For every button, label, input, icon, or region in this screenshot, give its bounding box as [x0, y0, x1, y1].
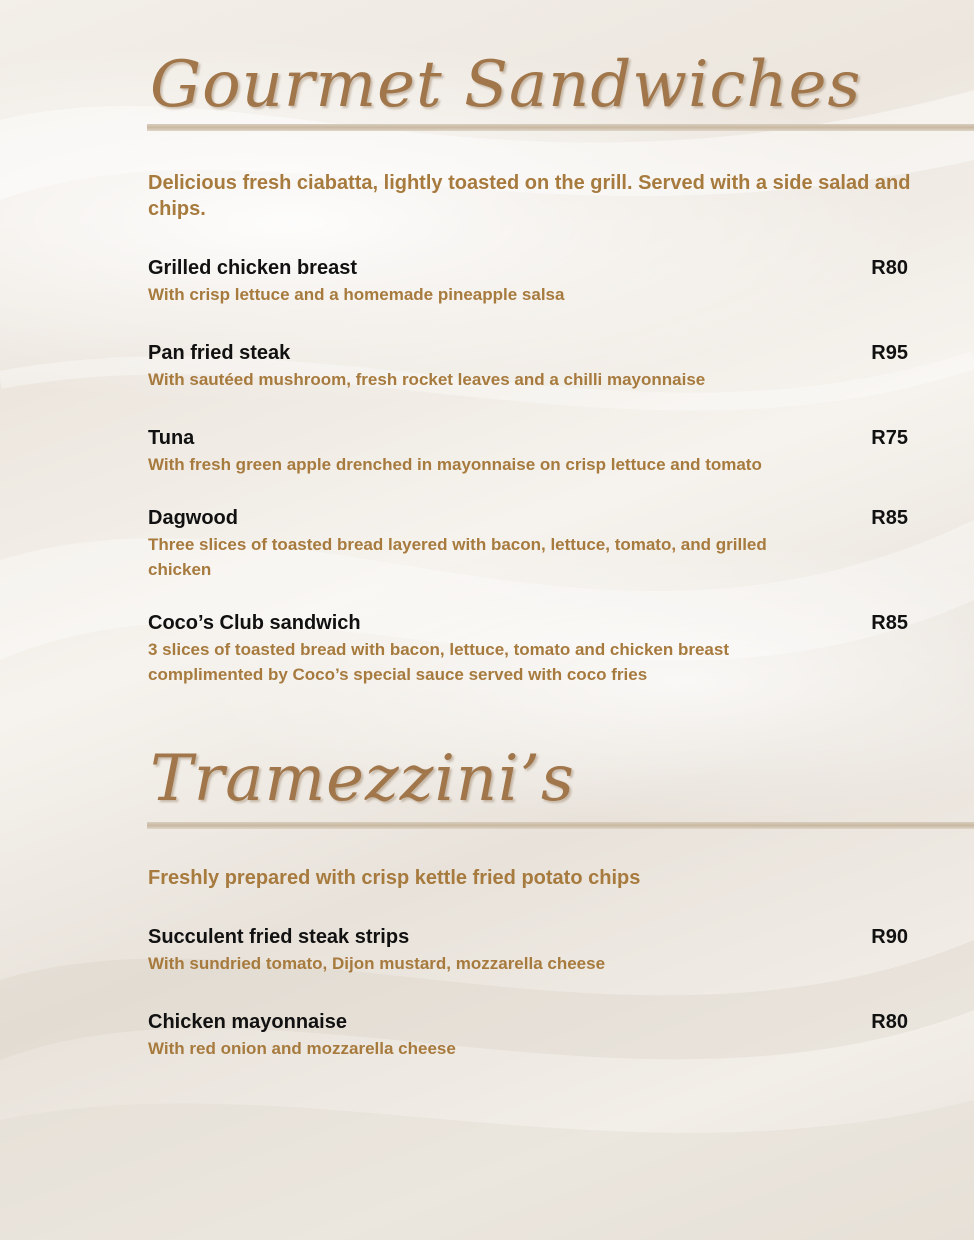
item-name: Pan fried steak: [148, 342, 291, 364]
item-name: Coco’s Club sandwich: [148, 612, 361, 634]
item-description: With fresh green apple drenched in mayonnaise on crisp lettuce and tomato: [148, 455, 762, 474]
item-description: Three slices of toasted bread layered with bacon, lettuce, tomato, and grilled chicken: [148, 535, 767, 579]
item-name: Dagwood: [148, 507, 238, 529]
item-description: 3 slices of toasted bread with bacon, lettuce, tomato and chicken breast complimented by Coco’s special sauce served with coco fries: [148, 640, 729, 684]
menu-item: [148, 1010, 912, 1061]
item-price: R90: [871, 926, 908, 948]
item-name: Chicken mayonnaise: [148, 1011, 347, 1033]
section-divider: [147, 822, 974, 829]
item-name: Grilled chicken breast: [148, 257, 357, 279]
item-description: With red onion and mozzarella cheese: [148, 1039, 456, 1058]
menu-item: [148, 611, 912, 687]
item-price: R80: [871, 1011, 908, 1033]
menu-item: [148, 256, 912, 307]
menu-item: [148, 925, 912, 976]
section-divider: [147, 124, 974, 131]
section-intro: Delicious fresh ciabatta, lightly toasted on the grill. Served with a side salad and chips.: [148, 172, 911, 220]
section-title: Tramezzini’s: [150, 742, 575, 816]
item-price: R75: [871, 427, 908, 449]
item-price: R80: [871, 257, 908, 279]
item-price: R85: [871, 507, 908, 529]
item-description: With crisp lettuce and a homemade pineapple salsa: [148, 285, 565, 304]
item-name: Tuna: [148, 427, 195, 449]
item-price: R95: [871, 342, 908, 364]
section-title: Gourmet Sandwiches: [150, 48, 862, 122]
menu-item: [148, 341, 912, 392]
menu-item: [148, 426, 912, 477]
item-description: With sundried tomato, Dijon mustard, mozzarella cheese: [148, 954, 606, 973]
item-price: R85: [871, 612, 908, 634]
menu-item: [148, 506, 912, 582]
section-intro: Freshly prepared with crisp kettle fried potato chips: [148, 867, 641, 889]
item-name: Succulent fried steak strips: [148, 926, 410, 948]
item-description: With sautéed mushroom, fresh rocket leaves and a chilli mayonnaise: [148, 370, 706, 389]
